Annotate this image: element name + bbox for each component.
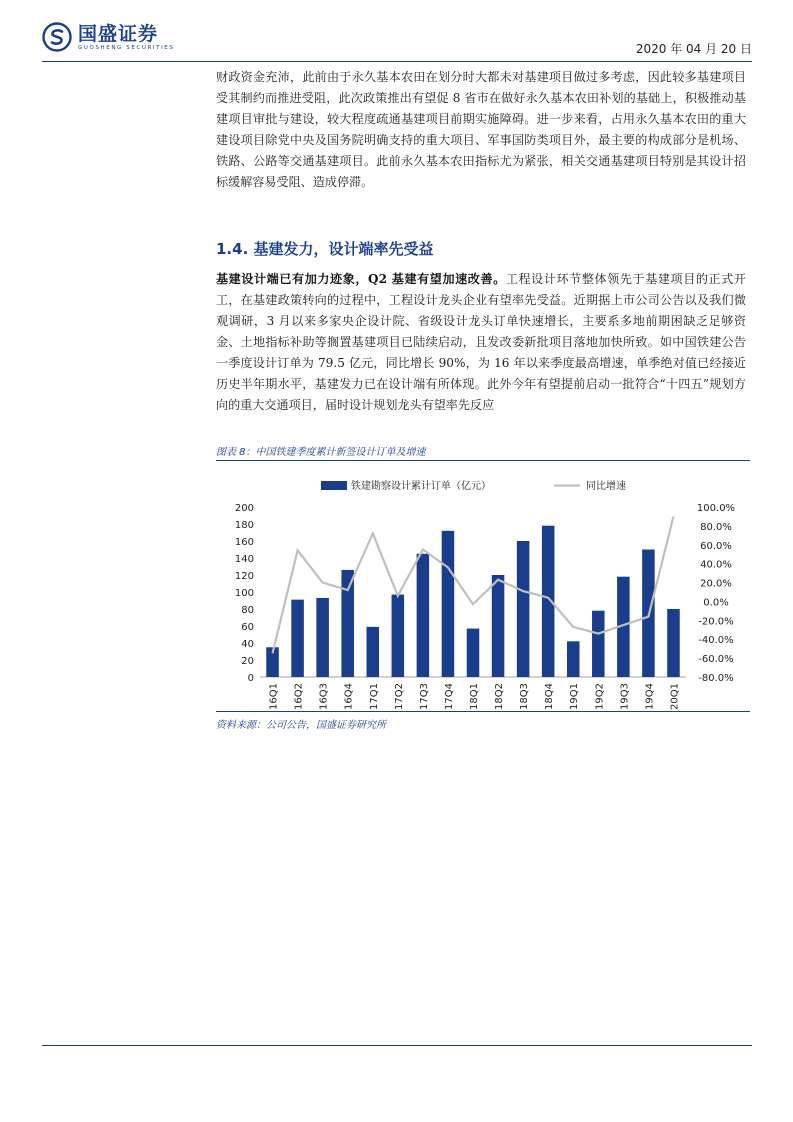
bar-20Q1 <box>667 609 680 677</box>
y-right-tick-label: 20.0% <box>700 578 732 590</box>
y-right-tick-label: -20.0% <box>698 616 734 628</box>
y-left-tick-label: 180 <box>234 520 254 531</box>
x-tick-label: 18Q4 <box>544 683 556 710</box>
x-tick-label: 16Q2 <box>293 683 305 710</box>
legend-line-label: 同比增速 <box>586 481 626 492</box>
section-heading: 1.4. 基建发力，设计端率先受益 <box>216 240 434 258</box>
bar-18Q3 <box>517 541 530 677</box>
bar-16Q4 <box>341 570 354 677</box>
paragraph-body-text: 工程设计环节整体领先于基建项目的正式开工，在基建政策转向的过程中，工程设计龙头企业有望率先受益。近期据上市公司公告以及我们微观调研，3 月以来多家央企设计院、省级设计龙头订单快速增长，主要系多地前期困缺乏足够资金、土地指标补助等搁置基建项目已陆续启动，且发改委新批项目落地加快所致。如中国铁建公告一季度设计订单为 79.5 亿元，同比增长 90%，为 16 年以来季度最高增速，单季绝对值已经接近历史半年期水平，基建发力已在设计端有所体现。此外今年有望提前启动一批符合“十四五”规划方向的重大交通项目，届时设计规划龙头有望率先反应 <box>216 272 746 412</box>
y-left-tick-label: 100 <box>234 588 254 599</box>
x-tick-label: 17Q3 <box>418 683 430 710</box>
y-left-tick-label: 200 <box>234 503 254 514</box>
header-divider <box>42 61 752 62</box>
design-orders-chart <box>216 465 750 710</box>
x-tick-label: 17Q2 <box>393 683 405 710</box>
x-tick-label: 18Q2 <box>494 683 506 710</box>
figure-top-rule <box>216 460 750 461</box>
figure-caption: 图表 8：中国铁建季度累计新签设计订单及增速 <box>216 447 426 458</box>
body-paragraph-1: 财政资金充沛，此前由于永久基本农田在划分时大都未对基建项目做过多考虑，因此较多基建项目受其制约而推进受阻，此次政策推出有望促 8 省市在做好永久基本农田补划的基础上，积极推动基建项目审批与建设，较大程度疏通基建项目前期实施障碍。进一步来看，占用永久基本农田的重大建设项目除党中央及国务院明确支持的重大项目、军事国防类项目外，最主要的构成部分是机场、铁路、公路等交通基建项目。此前永久基本农田指标尤为紧张，相关交通基建项目特别是其设计招标缓解容易受阻、造成停滞。 <box>216 70 746 189</box>
bar-18Q2 <box>492 575 505 677</box>
logo-name-en: GUOSHENG SECURITIES <box>78 45 175 51</box>
figure-bottom-rule <box>216 711 750 712</box>
y-right-tick-label: 60.0% <box>700 540 732 552</box>
x-tick-label: 16Q3 <box>318 683 330 710</box>
x-tick-label: 16Q1 <box>268 683 280 710</box>
x-tick-label: 19Q1 <box>569 683 581 710</box>
y-left-tick-label: 160 <box>234 537 254 548</box>
x-tick-label: 19Q2 <box>594 683 606 710</box>
y-left-tick-label: 40 <box>241 639 254 650</box>
bar-17Q1 <box>367 627 380 677</box>
footer-divider <box>42 1045 752 1046</box>
x-tick-label: 19Q3 <box>619 683 631 710</box>
x-tick-label: 17Q1 <box>368 683 380 710</box>
y-left-tick-label: 60 <box>241 622 254 633</box>
y-left-tick-label: 20 <box>241 656 254 667</box>
paragraph-lead-bold: 基建设计端已有加力迹象，Q2 基建有望加速改善。 <box>216 272 506 286</box>
y-left-tick-label: 0 <box>247 673 254 684</box>
x-tick-label: 17Q4 <box>443 683 455 710</box>
y-right-tick-label: 100.0% <box>696 503 736 514</box>
y-right-tick-label: 80.0% <box>700 521 732 533</box>
bar-16Q3 <box>316 598 329 677</box>
y-left-tick-label: 140 <box>234 554 254 565</box>
y-right-tick-label: -40.0% <box>698 635 734 647</box>
bar-17Q2 <box>392 595 405 677</box>
bar-19Q1 <box>567 641 580 677</box>
y-left-tick-label: 80 <box>241 605 254 616</box>
body-paragraph-2 <box>216 269 746 416</box>
bar-18Q1 <box>467 629 480 677</box>
page-header <box>42 22 752 62</box>
bar-17Q3 <box>417 554 430 677</box>
y-right-tick-label: 40.0% <box>700 559 732 571</box>
company-logo <box>42 22 174 52</box>
logo-mark-icon <box>42 22 72 52</box>
y-right-tick-label: -60.0% <box>698 654 734 666</box>
logo-name-cn: 国盛证券 <box>78 23 159 45</box>
bar-16Q2 <box>291 600 304 677</box>
bar-19Q2 <box>592 611 605 677</box>
y-left-tick-label: 120 <box>234 571 254 582</box>
x-tick-label: 19Q4 <box>644 683 656 710</box>
y-right-tick-label: -80.0% <box>698 673 734 684</box>
bar-17Q4 <box>442 531 455 677</box>
x-tick-label: 16Q4 <box>343 683 355 710</box>
legend-bar-label: 铁建勘察设计累计订单（亿元） <box>351 481 491 492</box>
y-right-tick-label: 0.0% <box>703 597 729 609</box>
figure-source: 资料来源：公司公告，国盛证券研究所 <box>216 720 386 731</box>
report-date: 2020 年 04 月 20 日 <box>635 42 752 56</box>
legend-bar-swatch <box>321 481 347 490</box>
x-tick-label: 18Q1 <box>469 683 480 710</box>
x-tick-label: 20Q1 <box>669 683 681 710</box>
x-tick-label: 18Q3 <box>519 683 531 710</box>
